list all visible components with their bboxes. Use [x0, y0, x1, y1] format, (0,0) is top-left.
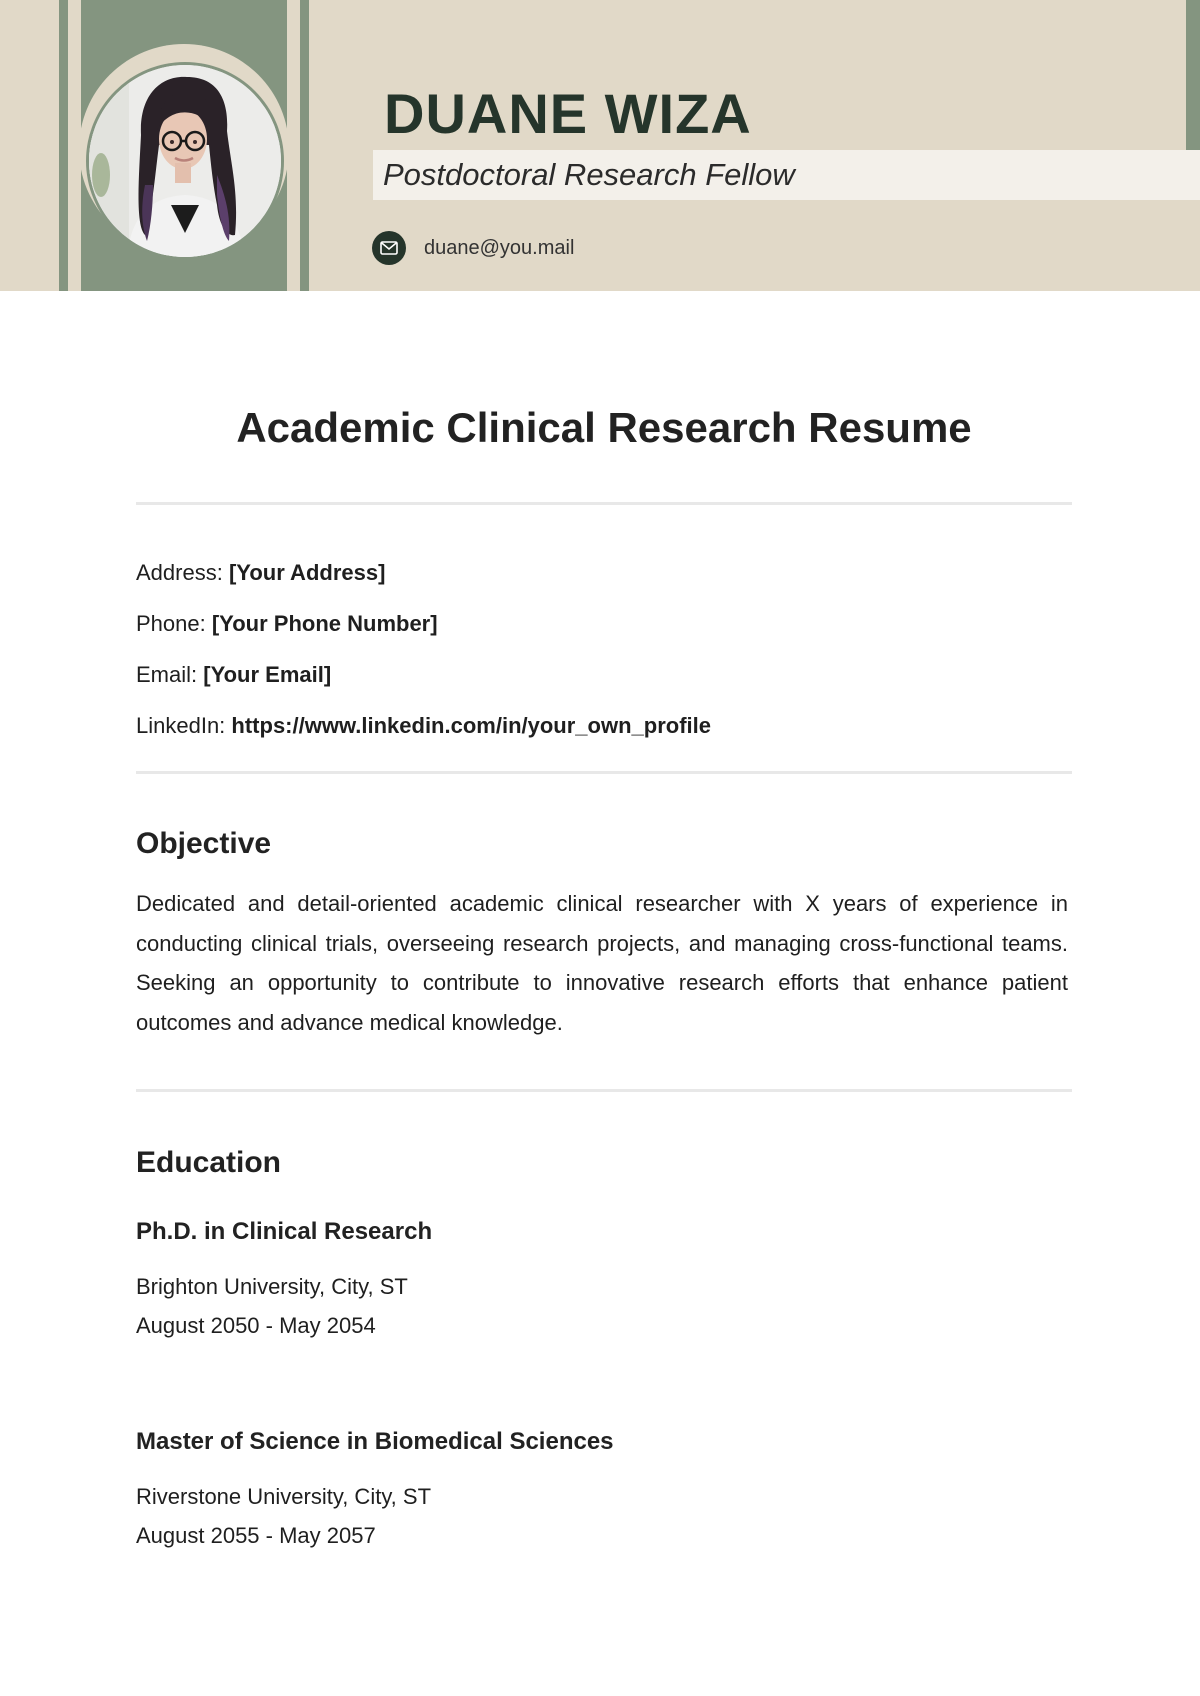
document-title: Academic Clinical Research Resume: [236, 404, 972, 451]
job-title: Postdoctoral Research Fellow: [383, 157, 795, 192]
header-email-link[interactable]: duane@you.mail: [424, 236, 575, 259]
contact-label: Phone:: [136, 611, 206, 636]
contact-address: [136, 560, 1072, 586]
contact-label: LinkedIn:: [136, 713, 226, 738]
contact-phone: [136, 611, 1072, 637]
resume-header: [0, 0, 1200, 291]
objective-text: Dedicated and detail-oriented academic clinical researcher with X years of experience in conducting clinical trials, overseeing research projects, and managing cross-functional teams. Seeking an opportunity to contribute to innovative research efforts that enhance patient outcomes and advance medical knowledge.: [136, 891, 1068, 1035]
section-divider: [136, 771, 1072, 774]
decorative-stripe-right: [300, 0, 309, 291]
decorative-stripe-left: [59, 0, 68, 291]
education-entry: [136, 1427, 1072, 1555]
envelope-icon: [372, 231, 406, 265]
contact-value: [Your Email]: [203, 662, 332, 687]
header-email-row: [372, 231, 574, 265]
job-title-band: [373, 150, 1200, 200]
contact-label: Address:: [136, 560, 223, 585]
school-name: Riverstone University, City, ST: [136, 1484, 432, 1509]
contact-label: Email:: [136, 662, 198, 687]
degree-title: Master of Science in Biomedical Sciences: [136, 1428, 614, 1455]
linkedin-link[interactable]: https://www.linkedin.com/in/your_own_profile: [231, 713, 711, 738]
profile-photo: [89, 65, 281, 257]
study-dates: August 2050 - May 2054: [136, 1313, 376, 1338]
section-divider: [136, 502, 1072, 505]
contact-details: [136, 560, 1072, 739]
contact-value: [Your Address]: [228, 560, 386, 585]
decorative-edge-bar: [1186, 0, 1200, 150]
contact-value: [Your Phone Number]: [211, 611, 438, 636]
profile-portrait-image: [89, 65, 281, 257]
contact-email: [136, 662, 1072, 688]
section-divider: [136, 1089, 1072, 1092]
candidate-name: DUANE WIZA: [384, 82, 752, 145]
contact-linkedin: [136, 713, 1072, 739]
education-heading: Education: [136, 1146, 282, 1179]
resume-body: [136, 291, 1072, 1555]
study-dates: August 2055 - May 2057: [136, 1523, 376, 1548]
school-name: Brighton University, City, ST: [136, 1274, 408, 1299]
objective-heading: Objective: [136, 827, 272, 860]
degree-title: Ph.D. in Clinical Research: [136, 1218, 433, 1245]
education-entry: [136, 1217, 1072, 1345]
